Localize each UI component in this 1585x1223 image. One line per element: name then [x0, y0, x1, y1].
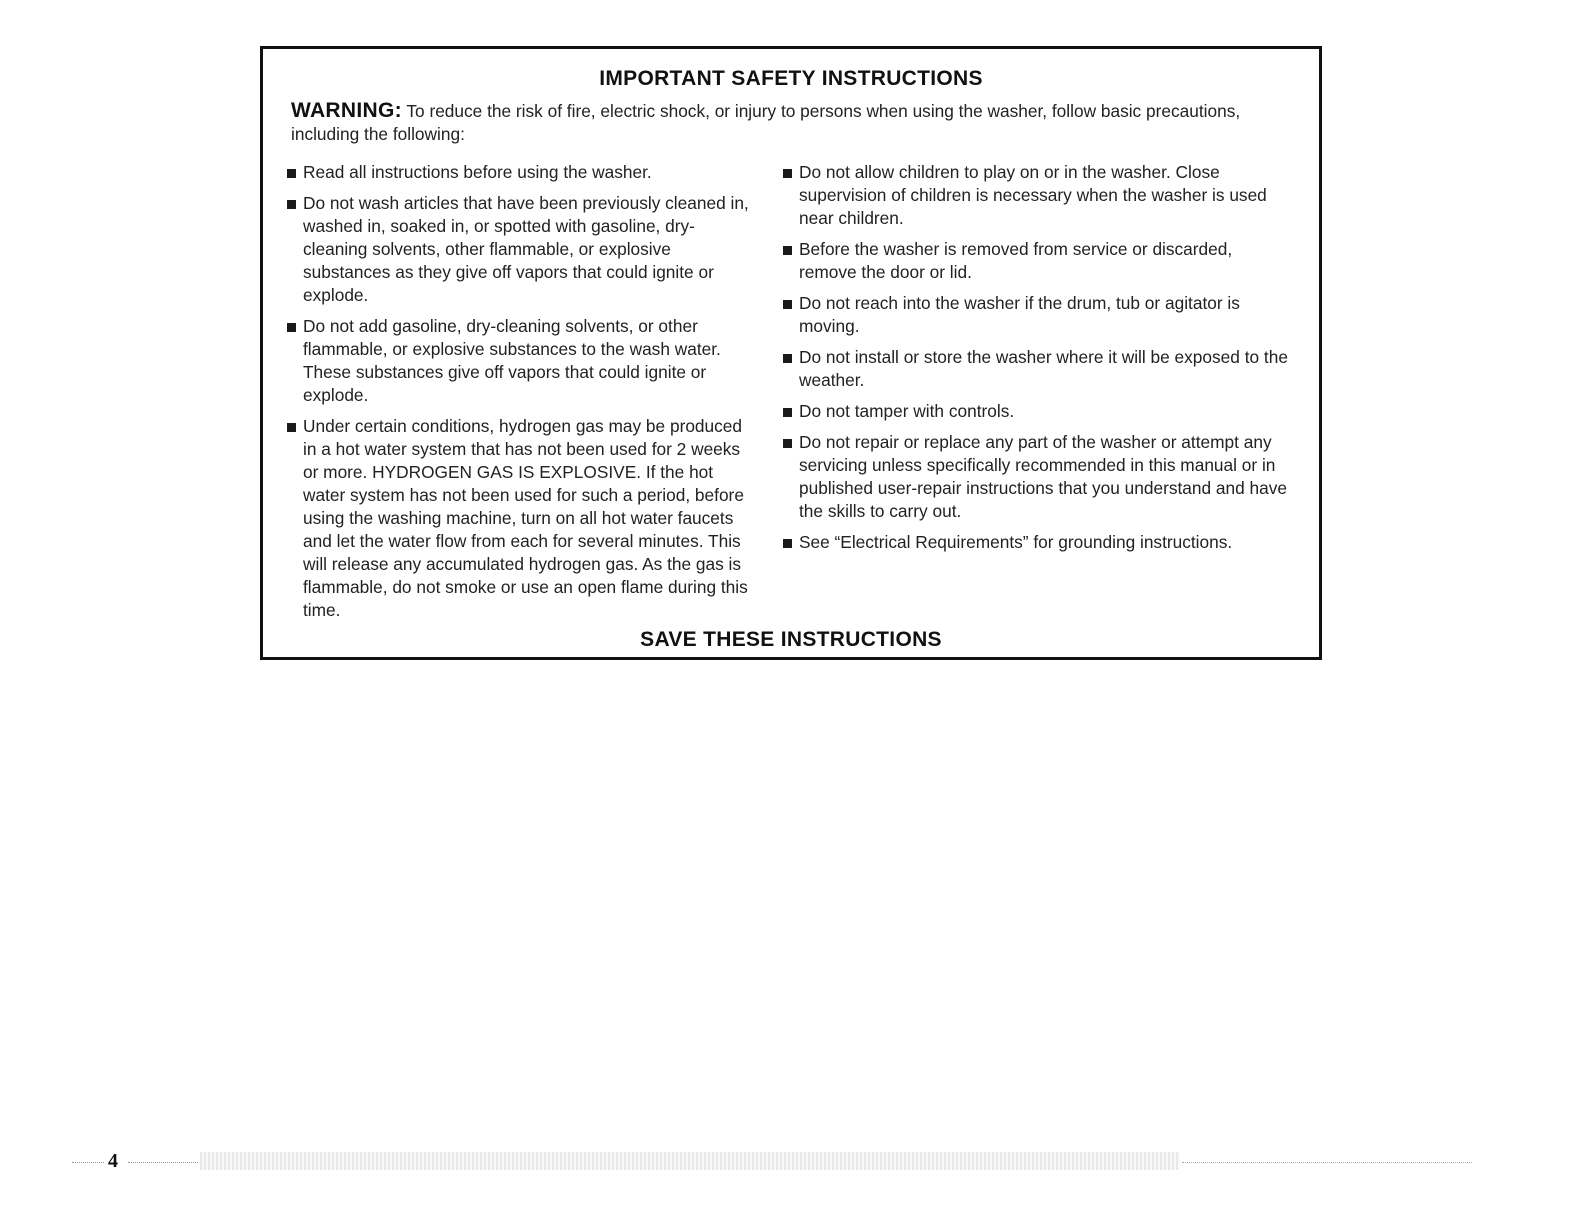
- square-bullet-icon: [783, 300, 792, 309]
- footer-divider: [1182, 1162, 1472, 1163]
- list-item-text: Do not wash articles that have been previously cleaned in, washed in, soaked in, or spotted with gasoline, dry-cleaning solvents, other flammable, or explosive substances as they give off vapors that could ignite or explode.: [303, 193, 749, 305]
- list-item: [781, 400, 1293, 423]
- square-bullet-icon: [783, 408, 792, 417]
- safety-instructions-box: [260, 46, 1322, 660]
- list-item-text: Do not reach into the washer if the drum, tub or agitator is moving.: [799, 293, 1240, 336]
- list-item: [781, 161, 1293, 230]
- list-item-text: Under certain conditions, hydrogen gas may be produced in a hot water system that has not been used for 2 weeks or more. HYDROGEN GAS IS EXPLOSIVE. If the hot water system has not been used for such a period, before using the washing machine, turn on all hot water faucets and let the water flow from each for several minutes. This will release any accumulated hydrogen gas. As the gas is flammable, do not smoke or use an open flame during this time.: [303, 416, 748, 620]
- list-item-text: Do not tamper with controls.: [799, 401, 1015, 421]
- safety-title: IMPORTANT SAFETY INSTRUCTIONS: [599, 67, 983, 90]
- page-footer: [72, 1150, 1472, 1174]
- square-bullet-icon: [287, 169, 296, 178]
- square-bullet-icon: [783, 439, 792, 448]
- warning-paragraph: [291, 99, 1289, 146]
- list-item-text: Read all instructions before using the washer.: [303, 162, 652, 182]
- list-item-text: Do not repair or replace any part of the washer or attempt any servicing unless specifically recommended in this manual or in published user-repair instructions that you understand and have the skills to carry out.: [799, 432, 1288, 521]
- list-item: [285, 415, 755, 622]
- save-instructions-heading: SAVE THESE INSTRUCTIONS: [640, 628, 942, 651]
- list-item: [781, 431, 1293, 523]
- list-item: [285, 192, 755, 307]
- square-bullet-icon: [783, 539, 792, 548]
- list-item-text: Do not install or store the washer where it will be exposed to the weather.: [799, 347, 1288, 390]
- list-item: [781, 292, 1293, 338]
- footer-divider: [72, 1162, 104, 1163]
- list-item-text: See “Electrical Requirements” for grounding instructions.: [799, 532, 1233, 552]
- list-item-text: Do not allow children to play on or in the washer. Close supervision of children is necessary when the washer is used near children.: [799, 162, 1267, 228]
- right-instruction-list: [781, 161, 1293, 562]
- square-bullet-icon: [783, 354, 792, 363]
- list-item: [781, 531, 1293, 554]
- page-number: 4: [108, 1150, 118, 1172]
- list-item-text: Do not add gasoline, dry-cleaning solvents, or other flammable, or explosive substances to the wash water. These substances give off vapors that could ignite or explode.: [303, 316, 721, 405]
- square-bullet-icon: [783, 246, 792, 255]
- left-instruction-list: [285, 161, 755, 630]
- footer-scan-band: [200, 1152, 1180, 1170]
- list-item: [781, 238, 1293, 284]
- square-bullet-icon: [287, 323, 296, 332]
- list-item: [285, 315, 755, 407]
- warning-text: To reduce the risk of fire, electric shock, or injury to persons when using the washer, follow basic precautions, including the following:: [291, 101, 1241, 144]
- list-item-text: Before the washer is removed from service or discarded, remove the door or lid.: [799, 239, 1233, 282]
- square-bullet-icon: [287, 423, 296, 432]
- square-bullet-icon: [287, 200, 296, 209]
- square-bullet-icon: [783, 169, 792, 178]
- list-item: [781, 346, 1293, 392]
- list-item: [285, 161, 755, 184]
- footer-divider: [128, 1162, 198, 1163]
- warning-label: WARNING:: [291, 99, 402, 122]
